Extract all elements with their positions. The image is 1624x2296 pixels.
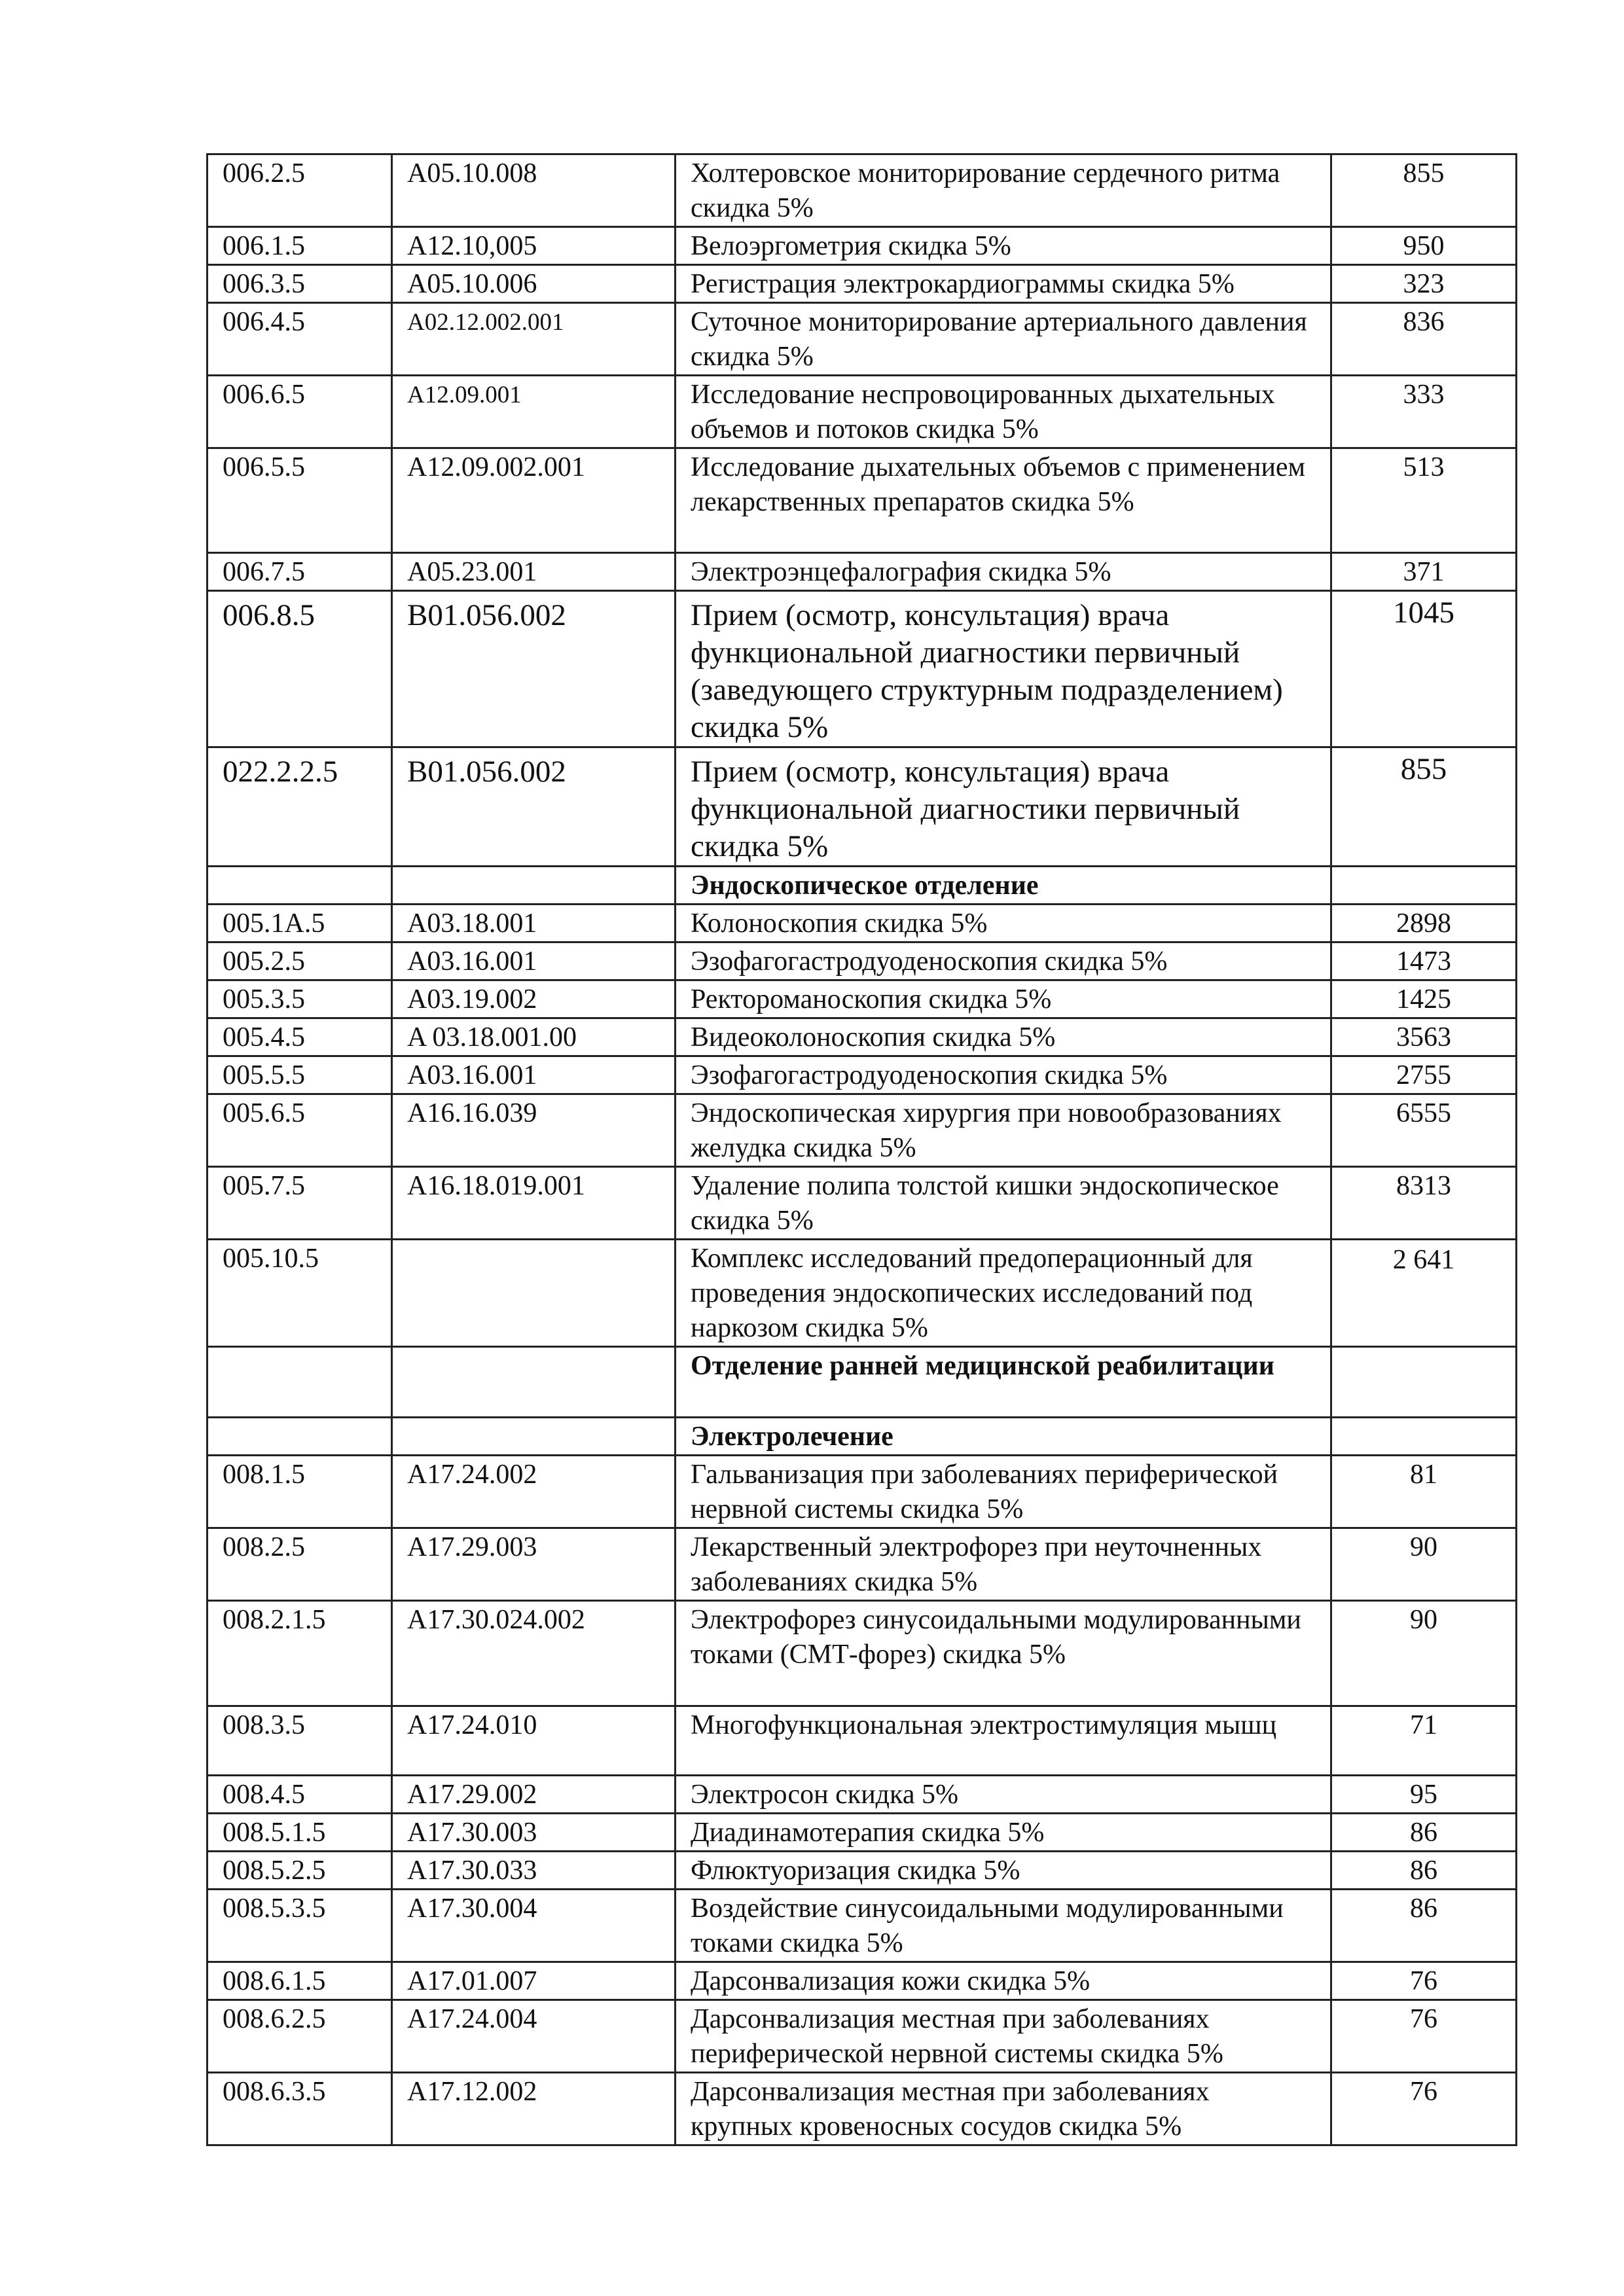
service-name-cell: Регистрация электрокардиограммы скидка 5% bbox=[676, 265, 1331, 303]
price-cell: 81 bbox=[1331, 1456, 1517, 1528]
service-name-cell: Гальванизация при заболеваниях периферической нервной системы скидка 5% bbox=[676, 1456, 1331, 1528]
nomenclature-code-cell: A17.30.003 bbox=[392, 1814, 676, 1852]
service-name-cell: Колоноскопия скидка 5% bbox=[676, 905, 1331, 942]
service-code-cell: 006.3.5 bbox=[208, 265, 392, 303]
table-row bbox=[208, 265, 1517, 303]
nomenclature-code-cell: A03.16.001 bbox=[392, 942, 676, 980]
price-cell: 95 bbox=[1331, 1776, 1517, 1814]
table-row bbox=[208, 553, 1517, 591]
price-cell: 86 bbox=[1331, 1814, 1517, 1852]
service-code-cell: 005.7.5 bbox=[208, 1167, 392, 1240]
nomenclature-code-cell: A17.30.033 bbox=[392, 1852, 676, 1890]
table-row bbox=[208, 1776, 1517, 1814]
price-list-table bbox=[206, 153, 1517, 2146]
service-code-cell: 008.3.5 bbox=[208, 1706, 392, 1776]
price-cell: 1473 bbox=[1331, 942, 1517, 980]
service-name-cell: Суточное мониторирование артериального давления скидка 5% bbox=[676, 303, 1331, 376]
service-code-cell: 008.5.3.5 bbox=[208, 1890, 392, 1962]
price-cell: 90 bbox=[1331, 1528, 1517, 1601]
service-name-cell: Комплекс исследований предоперационный для проведения эндоскопических исследований под наркозом скидка 5% bbox=[676, 1240, 1331, 1347]
section-row bbox=[208, 867, 1517, 905]
service-code-cell: 006.6.5 bbox=[208, 376, 392, 448]
nomenclature-code-cell: A17.24.004 bbox=[392, 2000, 676, 2073]
section-title-cell: Эндоскопическое отделение bbox=[676, 867, 1331, 905]
nomenclature-code-cell: B01.056.002 bbox=[392, 747, 676, 867]
price-list-body bbox=[208, 154, 1517, 2145]
service-code-cell: 005.3.5 bbox=[208, 980, 392, 1018]
price-cell: 836 bbox=[1331, 303, 1517, 376]
service-code-cell: 005.1А.5 bbox=[208, 905, 392, 942]
service-code-cell: 005.6.5 bbox=[208, 1094, 392, 1167]
nomenclature-code-cell: A17.12.002 bbox=[392, 2073, 676, 2145]
service-name-cell: Электроэнцефалография скидка 5% bbox=[676, 553, 1331, 591]
table-row bbox=[208, 905, 1517, 942]
service-code-cell: 005.2.5 bbox=[208, 942, 392, 980]
table-row bbox=[208, 1018, 1517, 1056]
table-row bbox=[208, 1240, 1517, 1347]
section-row bbox=[208, 1347, 1517, 1418]
service-code-cell: 006.8.5 bbox=[208, 591, 392, 747]
price-cell: 323 bbox=[1331, 265, 1517, 303]
nomenclature-code-cell: A17.30.024.002 bbox=[392, 1601, 676, 1706]
table-row bbox=[208, 1456, 1517, 1528]
nomenclature-code-cell: A05.10.006 bbox=[392, 265, 676, 303]
service-name-cell: Эзофагогастродуоденоскопия скидка 5% bbox=[676, 1056, 1331, 1094]
table-row bbox=[208, 1528, 1517, 1601]
nomenclature-code-cell: A03.18.001 bbox=[392, 905, 676, 942]
service-name-cell: Эзофагогастродуоденоскопия скидка 5% bbox=[676, 942, 1331, 980]
price-cell: 76 bbox=[1331, 2073, 1517, 2145]
price-cell bbox=[1331, 867, 1517, 905]
service-name-cell: Диадинамотерапия скидка 5% bbox=[676, 1814, 1331, 1852]
price-cell bbox=[1331, 1418, 1517, 1456]
nomenclature-code-cell: A17.01.007 bbox=[392, 1962, 676, 2000]
nomenclature-code-cell: A03.19.002 bbox=[392, 980, 676, 1018]
nomenclature-code-cell bbox=[392, 1240, 676, 1347]
price-cell: 86 bbox=[1331, 1890, 1517, 1962]
service-code-cell: 005.10.5 bbox=[208, 1240, 392, 1347]
table-row bbox=[208, 1814, 1517, 1852]
service-code-cell bbox=[208, 867, 392, 905]
table-row bbox=[208, 1706, 1517, 1776]
nomenclature-code-cell: A17.30.004 bbox=[392, 1890, 676, 1962]
table-row bbox=[208, 747, 1517, 867]
section-row bbox=[208, 1418, 1517, 1456]
table-row bbox=[208, 1056, 1517, 1094]
nomenclature-code-cell: A03.16.001 bbox=[392, 1056, 676, 1094]
price-cell: 8313 bbox=[1331, 1167, 1517, 1240]
service-code-cell: 005.4.5 bbox=[208, 1018, 392, 1056]
service-code-cell: 005.5.5 bbox=[208, 1056, 392, 1094]
service-code-cell: 008.2.1.5 bbox=[208, 1601, 392, 1706]
price-cell: 855 bbox=[1331, 154, 1517, 227]
table-row bbox=[208, 1852, 1517, 1890]
nomenclature-code-cell: A17.29.003 bbox=[392, 1528, 676, 1601]
price-cell: 1425 bbox=[1331, 980, 1517, 1018]
price-cell: 950 bbox=[1331, 227, 1517, 265]
price-cell: 513 bbox=[1331, 448, 1517, 553]
service-code-cell: 006.4.5 bbox=[208, 303, 392, 376]
table-row bbox=[208, 1167, 1517, 1240]
service-code-cell: 006.2.5 bbox=[208, 154, 392, 227]
price-cell: 371 bbox=[1331, 553, 1517, 591]
service-name-cell: Ректороманоскопия скидка 5% bbox=[676, 980, 1331, 1018]
nomenclature-code-cell: A12.10,005 bbox=[392, 227, 676, 265]
price-cell bbox=[1331, 1347, 1517, 1418]
price-cell: 90 bbox=[1331, 1601, 1517, 1706]
table-row bbox=[208, 591, 1517, 747]
price-cell: 333 bbox=[1331, 376, 1517, 448]
service-code-cell: 008.6.1.5 bbox=[208, 1962, 392, 2000]
price-cell: 86 bbox=[1331, 1852, 1517, 1890]
service-code-cell: 008.5.2.5 bbox=[208, 1852, 392, 1890]
table-row bbox=[208, 942, 1517, 980]
nomenclature-code-cell bbox=[392, 867, 676, 905]
table-row bbox=[208, 980, 1517, 1018]
nomenclature-code-cell: A 03.18.001.00 bbox=[392, 1018, 676, 1056]
table-row bbox=[208, 1890, 1517, 1962]
nomenclature-code-cell bbox=[392, 1418, 676, 1456]
service-name-cell: Флюктуоризация скидка 5% bbox=[676, 1852, 1331, 1890]
service-code-cell: 008.2.5 bbox=[208, 1528, 392, 1601]
service-code-cell: 008.4.5 bbox=[208, 1776, 392, 1814]
service-code-cell: 008.5.1.5 bbox=[208, 1814, 392, 1852]
table-row bbox=[208, 303, 1517, 376]
service-name-cell: Прием (осмотр, консультация) врача функциональной диагностики первичный скидка 5% bbox=[676, 747, 1331, 867]
service-name-cell: Видеоколоноскопия скидка 5% bbox=[676, 1018, 1331, 1056]
service-code-cell: 006.7.5 bbox=[208, 553, 392, 591]
service-code-cell: 022.2.2.5 bbox=[208, 747, 392, 867]
nomenclature-code-cell bbox=[392, 1347, 676, 1418]
nomenclature-code-cell: A17.24.002 bbox=[392, 1456, 676, 1528]
service-name-cell: Электрофорез синусоидальными модулированными токами (СМТ-форез) скидка 5% bbox=[676, 1601, 1331, 1706]
price-cell: 76 bbox=[1331, 2000, 1517, 2073]
table-row bbox=[208, 2000, 1517, 2073]
nomenclature-code-cell: A12.09.001 bbox=[392, 376, 676, 448]
service-code-cell: 008.6.2.5 bbox=[208, 2000, 392, 2073]
service-name-cell: Дарсонвализация местная при заболеваниях крупных кровеносных сосудов скидка 5% bbox=[676, 2073, 1331, 2145]
table-row bbox=[208, 1601, 1517, 1706]
service-name-cell: Холтеровское мониторирование сердечного ритма скидка 5% bbox=[676, 154, 1331, 227]
service-name-cell: Удаление полипа толстой кишки эндоскопическое скидка 5% bbox=[676, 1167, 1331, 1240]
service-name-cell: Исследование неспровоцированных дыхательных объемов и потоков скидка 5% bbox=[676, 376, 1331, 448]
service-name-cell: Эндоскопическая хирургия при новообразованиях желудка скидка 5% bbox=[676, 1094, 1331, 1167]
service-name-cell: Дарсонвализация кожи скидка 5% bbox=[676, 1962, 1331, 2000]
service-code-cell: 008.1.5 bbox=[208, 1456, 392, 1528]
service-name-cell: Электросон скидка 5% bbox=[676, 1776, 1331, 1814]
service-name-cell: Прием (осмотр, консультация) врача функциональной диагностики первичный (заведующего структурным подразделением) скидка 5% bbox=[676, 591, 1331, 747]
price-cell: 855 bbox=[1331, 747, 1517, 867]
nomenclature-code-cell: A16.18.019.001 bbox=[392, 1167, 676, 1240]
nomenclature-code-cell: A02.12.002.001 bbox=[392, 303, 676, 376]
section-title-cell: Отделение ранней медицинской реабилитации bbox=[676, 1347, 1331, 1418]
service-code-cell: 006.5.5 bbox=[208, 448, 392, 553]
table-row bbox=[208, 154, 1517, 227]
price-cell: 6555 bbox=[1331, 1094, 1517, 1167]
section-title-cell: Электролечение bbox=[676, 1418, 1331, 1456]
service-code-cell bbox=[208, 1347, 392, 1418]
nomenclature-code-cell: A16.16.039 bbox=[392, 1094, 676, 1167]
nomenclature-code-cell: B01.056.002 bbox=[392, 591, 676, 747]
service-code-cell bbox=[208, 1418, 392, 1456]
service-code-cell: 006.1.5 bbox=[208, 227, 392, 265]
table-row bbox=[208, 2073, 1517, 2145]
nomenclature-code-cell: A05.10.008 bbox=[392, 154, 676, 227]
table-row bbox=[208, 1094, 1517, 1167]
price-cell: 2898 bbox=[1331, 905, 1517, 942]
service-name-cell: Исследование дыхательных объемов с применением лекарственных препаратов скидка 5% bbox=[676, 448, 1331, 553]
service-name-cell: Лекарственный электрофорез при неуточненных заболеваниях скидка 5% bbox=[676, 1528, 1331, 1601]
price-cell: 71 bbox=[1331, 1706, 1517, 1776]
service-name-cell: Велоэргометрия скидка 5% bbox=[676, 227, 1331, 265]
price-cell: 1045 bbox=[1331, 591, 1517, 747]
nomenclature-code-cell: A05.23.001 bbox=[392, 553, 676, 591]
nomenclature-code-cell: A17.29.002 bbox=[392, 1776, 676, 1814]
nomenclature-code-cell: A12.09.002.001 bbox=[392, 448, 676, 553]
table-row bbox=[208, 227, 1517, 265]
price-cell: 2 641 bbox=[1331, 1240, 1517, 1347]
nomenclature-code-cell: A17.24.010 bbox=[392, 1706, 676, 1776]
table-row bbox=[208, 448, 1517, 553]
service-name-cell: Воздействие синусоидальными модулированными токами скидка 5% bbox=[676, 1890, 1331, 1962]
price-cell: 3563 bbox=[1331, 1018, 1517, 1056]
table-row bbox=[208, 376, 1517, 448]
service-code-cell: 008.6.3.5 bbox=[208, 2073, 392, 2145]
price-cell: 76 bbox=[1331, 1962, 1517, 2000]
service-name-cell: Дарсонвализация местная при заболеваниях периферической нервной системы скидка 5% bbox=[676, 2000, 1331, 2073]
table-row bbox=[208, 1962, 1517, 2000]
service-name-cell: Многофункциональная электростимуляция мышц bbox=[676, 1706, 1331, 1776]
price-cell: 2755 bbox=[1331, 1056, 1517, 1094]
